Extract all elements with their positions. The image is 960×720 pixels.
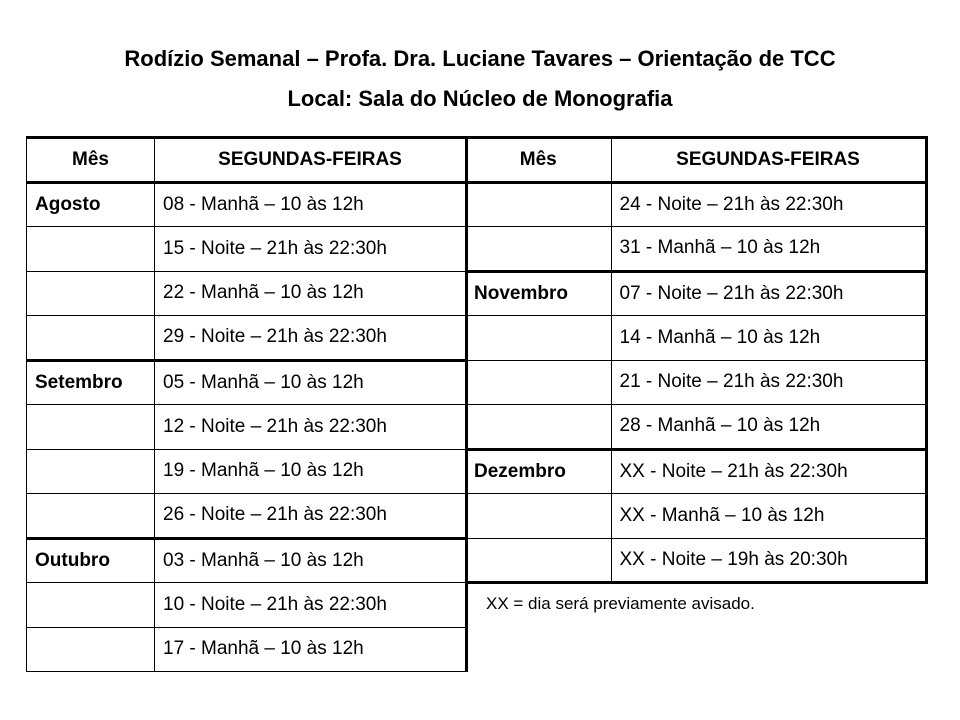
schedule-cell: 26 - Noite – 21h às 22:30h bbox=[155, 494, 467, 539]
month-cell bbox=[466, 227, 611, 272]
column-header-month: Mês bbox=[466, 138, 611, 183]
month-cell bbox=[27, 449, 155, 494]
month-cell bbox=[27, 271, 155, 316]
schedule-cell: XX - Manhã – 10 às 12h bbox=[611, 494, 926, 539]
header-row bbox=[27, 138, 467, 183]
month-cell bbox=[466, 182, 611, 227]
schedule-table-right bbox=[466, 136, 928, 584]
schedule-table-left bbox=[26, 136, 468, 672]
schedule-cell: XX - Noite – 19h às 20:30h bbox=[611, 538, 926, 583]
column-header-mondays: SEGUNDAS-FEIRAS bbox=[155, 138, 467, 183]
table-row bbox=[27, 449, 467, 494]
month-cell bbox=[27, 227, 155, 272]
month-cell bbox=[466, 538, 611, 583]
schedule-cell: 14 - Manhã – 10 às 12h bbox=[611, 316, 926, 361]
month-cell: Outubro bbox=[27, 538, 155, 583]
month-cell: Setembro bbox=[27, 360, 155, 405]
schedule-cell: 12 - Noite – 21h às 22:30h bbox=[155, 405, 467, 450]
table-row bbox=[27, 316, 467, 361]
month-cell: Dezembro bbox=[466, 449, 611, 494]
table-row bbox=[466, 316, 926, 361]
schedule-cell: 31 - Manhã – 10 às 12h bbox=[611, 227, 926, 272]
month-cell bbox=[466, 494, 611, 539]
schedule-cell: 07 - Noite – 21h às 22:30h bbox=[611, 271, 926, 316]
schedule-cell: 15 - Noite – 21h às 22:30h bbox=[155, 227, 467, 272]
month-cell: Agosto bbox=[27, 182, 155, 227]
schedule-cell: 17 - Manhã – 10 às 12h bbox=[155, 627, 467, 672]
schedule-cell: 22 - Manhã – 10 às 12h bbox=[155, 271, 467, 316]
table-row bbox=[466, 227, 926, 272]
table-row bbox=[466, 360, 926, 405]
table-row bbox=[466, 182, 926, 227]
header-row bbox=[466, 138, 926, 183]
table-row bbox=[27, 227, 467, 272]
month-cell bbox=[27, 583, 155, 628]
table-row bbox=[27, 405, 467, 450]
footnote: XX = dia será previamente avisado. bbox=[486, 594, 755, 613]
column-header-mondays: SEGUNDAS-FEIRAS bbox=[611, 138, 926, 183]
schedule-cell: 29 - Noite – 21h às 22:30h bbox=[155, 316, 467, 361]
table-row bbox=[466, 271, 926, 316]
month-cell bbox=[27, 316, 155, 361]
month-cell bbox=[466, 360, 611, 405]
month-cell bbox=[27, 627, 155, 672]
table-row bbox=[27, 271, 467, 316]
schedule-cell: 03 - Manhã – 10 às 12h bbox=[155, 538, 467, 583]
table-row bbox=[27, 583, 467, 628]
table-row bbox=[466, 405, 926, 450]
month-cell bbox=[466, 316, 611, 361]
table-row bbox=[27, 360, 467, 405]
schedule-cell: XX - Noite – 21h às 22:30h bbox=[611, 449, 926, 494]
month-cell: Novembro bbox=[466, 271, 611, 316]
table-row bbox=[27, 494, 467, 539]
table-row bbox=[27, 182, 467, 227]
table-row bbox=[27, 538, 467, 583]
table-row bbox=[27, 627, 467, 672]
schedule-cell: 24 - Noite – 21h às 22:30h bbox=[611, 182, 926, 227]
page-subtitle: Local: Sala do Núcleo de Monografia bbox=[287, 86, 673, 111]
month-cell bbox=[27, 494, 155, 539]
month-cell bbox=[466, 405, 611, 450]
schedule-cell: 10 - Noite – 21h às 22:30h bbox=[155, 583, 467, 628]
table-row bbox=[466, 538, 926, 583]
schedule-cell: 08 - Manhã – 10 às 12h bbox=[155, 182, 467, 227]
table-row bbox=[466, 449, 926, 494]
schedule-cell: 21 - Noite – 21h às 22:30h bbox=[611, 360, 926, 405]
month-cell bbox=[27, 405, 155, 450]
schedule-cell: 28 - Manhã – 10 às 12h bbox=[611, 405, 926, 450]
schedule-cell: 19 - Manhã – 10 às 12h bbox=[155, 449, 467, 494]
schedule-cell: 05 - Manhã – 10 às 12h bbox=[155, 360, 467, 405]
table-row bbox=[466, 494, 926, 539]
column-header-month: Mês bbox=[27, 138, 155, 183]
page-title: Rodízio Semanal – Profa. Dra. Luciane Tavares – Orientação de TCC bbox=[124, 46, 836, 71]
